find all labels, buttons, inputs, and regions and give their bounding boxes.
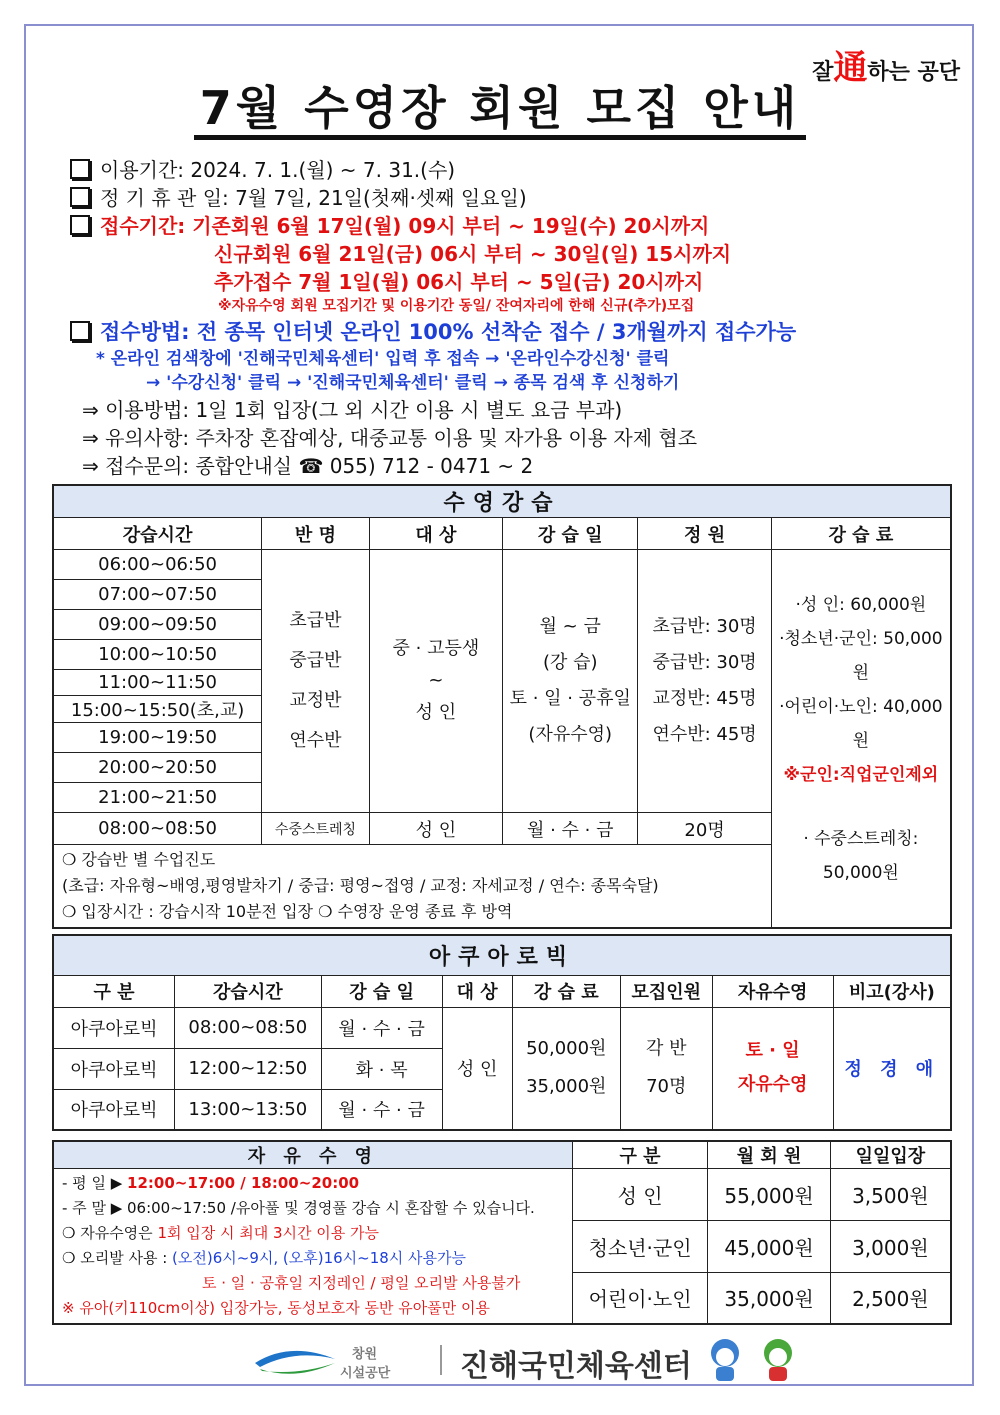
swim-title: 수영강습 [53,485,951,518]
info-reg1: 접수기간: 기존회원 6월 17일(월) 09시 부터 ~ 19일(수) 20시까지 [70,210,709,239]
swim-time: 19:00~19:50 [53,723,262,753]
swim-target: 중 · 고등생 ~ 성 인 [369,550,502,813]
org-name: 진해국민체육센터 [460,1349,692,1384]
swim-notes: ❍ 강습반 별 수업진도 (초급: 자유형~배영,평영발차기 / 중급: 평영~접영 / 교정: 자세교정 / 연수: 종목숙달) ❍ 입장시간 : 강습시작 10분전 입장 ❍ 수영장 운영 종료 후 방역 [53,845,771,929]
free-group: 어린이·노인 [572,1272,708,1324]
swim-table [52,484,952,929]
info-reg-note: ※자유수영 회원 모집기간 및 이용기간 동일/ 잔여자리에 한해 신규(추가)모집 [218,298,695,314]
info-method: 접수방법: 전 종목 인터넷 온라인 100% 선착순 접수 / 3개월까지 접수가능 [70,316,796,346]
stretch-name: 수중스트레칭 [262,813,370,845]
info-caution: ⇒ 유의사항: 주차장 혼잡예상, 대중교통 이용 및 자가용 이용 자제 협조 [82,426,698,450]
stretch-time: 08:00~08:50 [53,813,262,845]
free-group: 성 인 [572,1169,708,1221]
free-header: 구 분 [572,1141,708,1169]
swim-time: 10:00~10:50 [53,640,262,670]
stretch-days: 월 · 수 · 금 [503,813,638,845]
aqua-table [52,934,952,1131]
swim-classes: 초급반 중급반 교정반 연수반 [262,550,370,813]
free-monthly: 45,000원 [708,1220,830,1272]
free-monthly: 55,000원 [708,1169,830,1221]
aqua-header: 자유수영 [712,975,833,1007]
aqua-time: 13:00~13:50 [175,1089,322,1130]
page-title: 7월 수영장 회원 모집 안내 [0,72,1000,138]
slogan: 잘通하는 공단 [812,48,960,88]
info-usage: ⇒ 이용방법: 1일 1회 입장(그 외 시간 이용 시 별도 요금 부과) [82,398,623,422]
aqua-target: 성 인 [442,1007,512,1130]
aqua-days: 월 · 수 · 금 [321,1089,442,1130]
aqua-header: 강습시간 [175,975,322,1007]
free-monthly: 35,000원 [708,1272,830,1324]
aqua-header: 강 습 일 [321,975,442,1007]
info-method-note2: → '수강신청' 클릭 → '진해국민체육센터' 클릭 → 종목 검색 후 신청하기 [146,373,680,393]
stretch-target: 성 인 [369,813,502,845]
swim-time: 06:00~06:50 [53,550,262,580]
info-reg3: 추가접수 7월 1일(월) 06시 부터 ~ 5일(금) 20시까지 [214,270,704,294]
swim-time: 20:00~20:50 [53,753,262,783]
aqua-header: 모집인원 [620,975,712,1007]
aqua-header: 구 분 [53,975,175,1007]
swim-header: 반 명 [262,518,370,550]
free-daily: 3,000원 [830,1220,951,1272]
free-header: 일일입장 [830,1141,951,1169]
swim-fees: ·성 인: 60,000원 ·청소년·군인: 50,000원 ·어린이·노인: 40,000원 ※군인:직업군인제외 · 수중스트레칭: 50,000원 [771,550,951,929]
aqua-header: 비고(강사) [833,975,951,1007]
free-notes: - 평 일 ▶ 12:00~17:00 / 18:00~20:00 - 주 말 ▶ 06:00~17:50 /유아풀 및 경영풀 강습 시 혼잡할 수 있습니다. ❍ 자유수영은 1회 입장 시 최대 3시간 이용 가능 ❍ 오리발 사용 : (오전)6시~9시, (오후)16시~18시 사용가능 토 · 일 · 공휴일 지정레인 / 평일 오리발 사용불가 ※ 유아(키110cm이상) 입장가능, 동성보호자 동반 유아풀만 이용 [53,1169,572,1325]
swim-time: 09:00~09:50 [53,610,262,640]
aqua-fee: 50,000원 35,000원 [512,1007,620,1130]
info-reg2: 신규회원 6월 21일(금) 06시 부터 ~ 30일(일) 15시까지 [214,242,732,266]
footer-divider [440,1345,442,1375]
free-header: 월 회 원 [708,1141,830,1169]
swim-header: 강 습 료 [771,518,951,550]
aqua-time: 08:00~08:50 [175,1007,322,1048]
aqua-free: 토 · 일 자유수영 [712,1007,833,1130]
aqua-title: 아쿠아로빅 [53,935,951,975]
swim-header: 강 습 일 [503,518,638,550]
swim-header: 대 상 [369,518,502,550]
aqua-name: 아쿠아로빅 [53,1089,175,1130]
aqua-teacher: 정 경 애 [833,1007,951,1130]
aqua-days: 화 · 목 [321,1048,442,1089]
mascot-icon [700,1335,810,1385]
swim-days: 월 ~ 금 (강 습) 토 · 일 · 공휴일 (자유수영) [503,550,638,813]
stretch-capacity: 20명 [638,813,771,845]
swoosh-logo-icon [250,1341,340,1381]
swim-time: 21:00~21:50 [53,783,262,813]
free-group: 청소년·군인 [572,1220,708,1272]
free-title: 자 유 수 영 [53,1141,572,1169]
aqua-name: 아쿠아로빅 [53,1007,175,1048]
swim-time: 11:00~11:50 [53,670,262,696]
info-closed: 정 기 휴 관 일: 7월 7일, 21일(첫째·셋째 일요일) [70,182,527,211]
swim-time: 15:00~15:50(초,교) [53,696,262,723]
swim-capacity: 초급반: 30명 중급반: 30명 교정반: 45명 연수반: 45명 [638,550,771,813]
aqua-capacity: 각 반 70명 [620,1007,712,1130]
aqua-days: 월 · 수 · 금 [321,1007,442,1048]
free-daily: 2,500원 [830,1272,951,1324]
aqua-name: 아쿠아로빅 [53,1048,175,1089]
free-swim-table [52,1140,952,1325]
aqua-header: 대 상 [442,975,512,1007]
swim-header: 정 원 [638,518,771,550]
aqua-header: 강 습 료 [512,975,620,1007]
footer [250,1335,810,1385]
aqua-time: 12:00~12:50 [175,1048,322,1089]
info-contact: ⇒ 접수문의: 종합안내실 ☎ 055) 712 - 0471 ~ 2 [82,454,534,478]
info-period: 이용기간: 2024. 7. 1.(월) ~ 7. 31.(수) [70,154,455,183]
swim-time: 07:00~07:50 [53,580,262,610]
free-daily: 3,500원 [830,1169,951,1221]
info-method-note1: * 온라인 검색창에 '진해국민체육센터' 입력 후 접속 → '온라인수강신청' 클릭 [96,349,670,369]
swim-header: 강습시간 [53,518,262,550]
logo-text: 창원 시설공단 [340,1347,391,1381]
